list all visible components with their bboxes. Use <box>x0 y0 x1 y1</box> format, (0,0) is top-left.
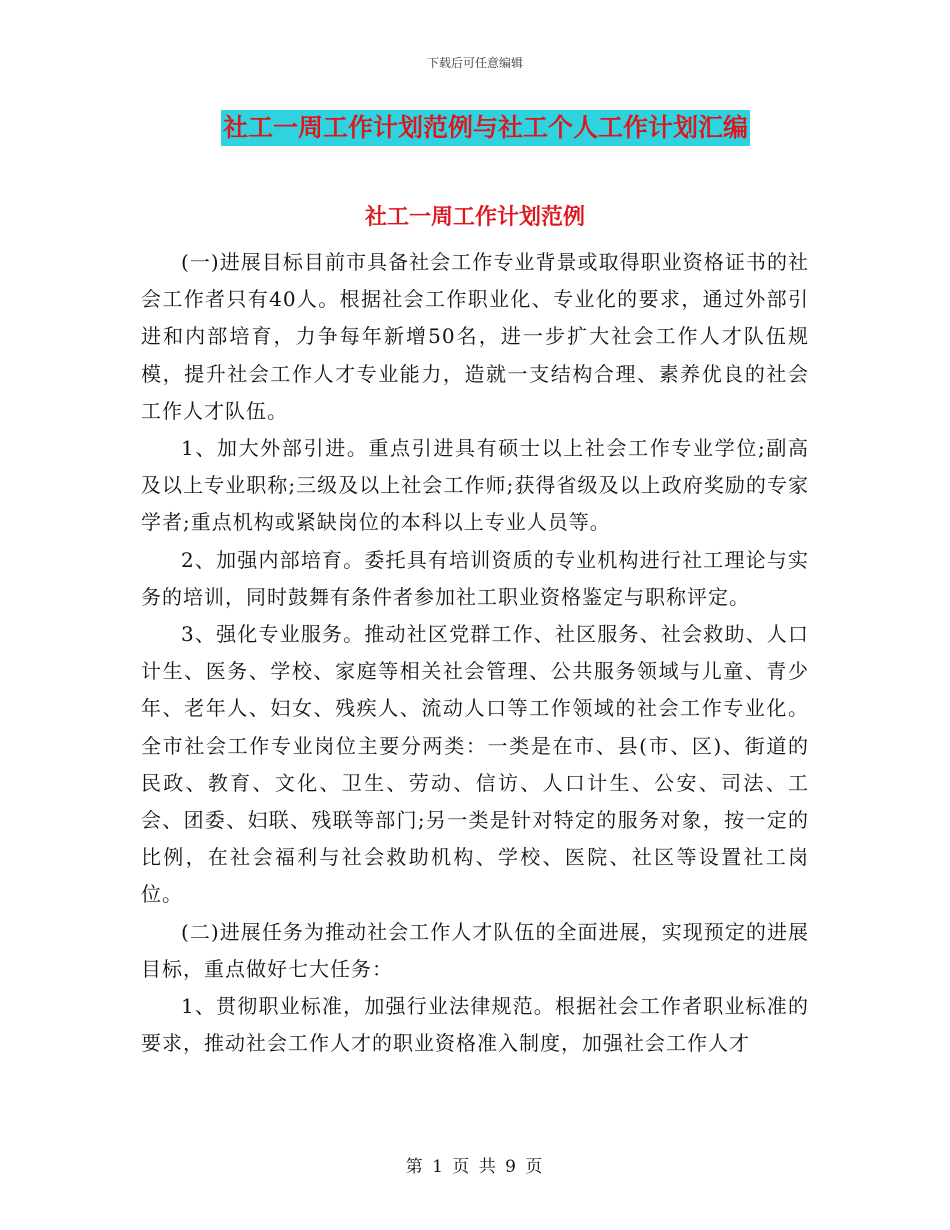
paragraph-5: (二)进展任务为推动社会工作人才队伍的全面进展，实现预定的进展目标，重点做好七大任务： <box>141 919 809 981</box>
document-title: 社工一周工作计划范例与社工个人工作计划汇编 <box>221 110 750 146</box>
paragraph-2: 1、加大外部引进。重点引进具有硕士以上社会工作专业学位;副高及以上专业职称;三级及以上社会工作师;获得省级及以上政府奖励的专家学者;重点机构或紧缺岗位的本科以上专业人员等。 <box>141 436 809 535</box>
body-text <box>141 244 809 1062</box>
paragraph-3: 2、加强内部培育。委托具有培训资质的专业机构进行社工理论与实务的培训，同时鼓舞有条件者参加社工职业资格鉴定与职称评定。 <box>141 547 809 609</box>
paragraph-4: 3、强化专业服务。推动社区党群工作、社区服务、社会救助、人口计生、医务、学校、家庭等相关社会管理、公共服务领域与儿童、青少年、老年人、妇女、残疾人、流动人口等工作领域的社会工作专业化。全市社会工作专业岗位主要分两类：一类是在市、县(市、区)、街道的民政、教育、文化、卫生、劳动、信访、人口计生、公安、司法、工会、团委、妇联、残联等部门;另一类是针对特定的服务对象，按一定的比例，在社会福利与社会救助机构、学校、医院、社区等设置社工岗位。 <box>141 622 809 907</box>
page-footer: 第 1 页 共 9 页 <box>405 1157 545 1177</box>
section-title: 社工一周工作计划范例 <box>364 205 585 230</box>
paragraph-6: 1、贯彻职业标准，加强行业法律规范。根据社会工作者职业标准的要求，推动社会工作人才的职业资格准入制度，加强社会工作人才 <box>141 994 809 1056</box>
paragraph-1: (一)进展目标目前市具备社会工作专业背景或取得职业资格证书的社会工作者只有40人。根据社会工作职业化、专业化的要求，通过外部引进和内部培育，力争每年新增50名，进一步扩大社会工作人才队伍规模，提升社会工作人才专业能力，造就一支结构合理、素养优良的社会工作人才队伍。 <box>141 250 809 423</box>
header-note: 下载后可任意编辑 <box>426 56 523 70</box>
